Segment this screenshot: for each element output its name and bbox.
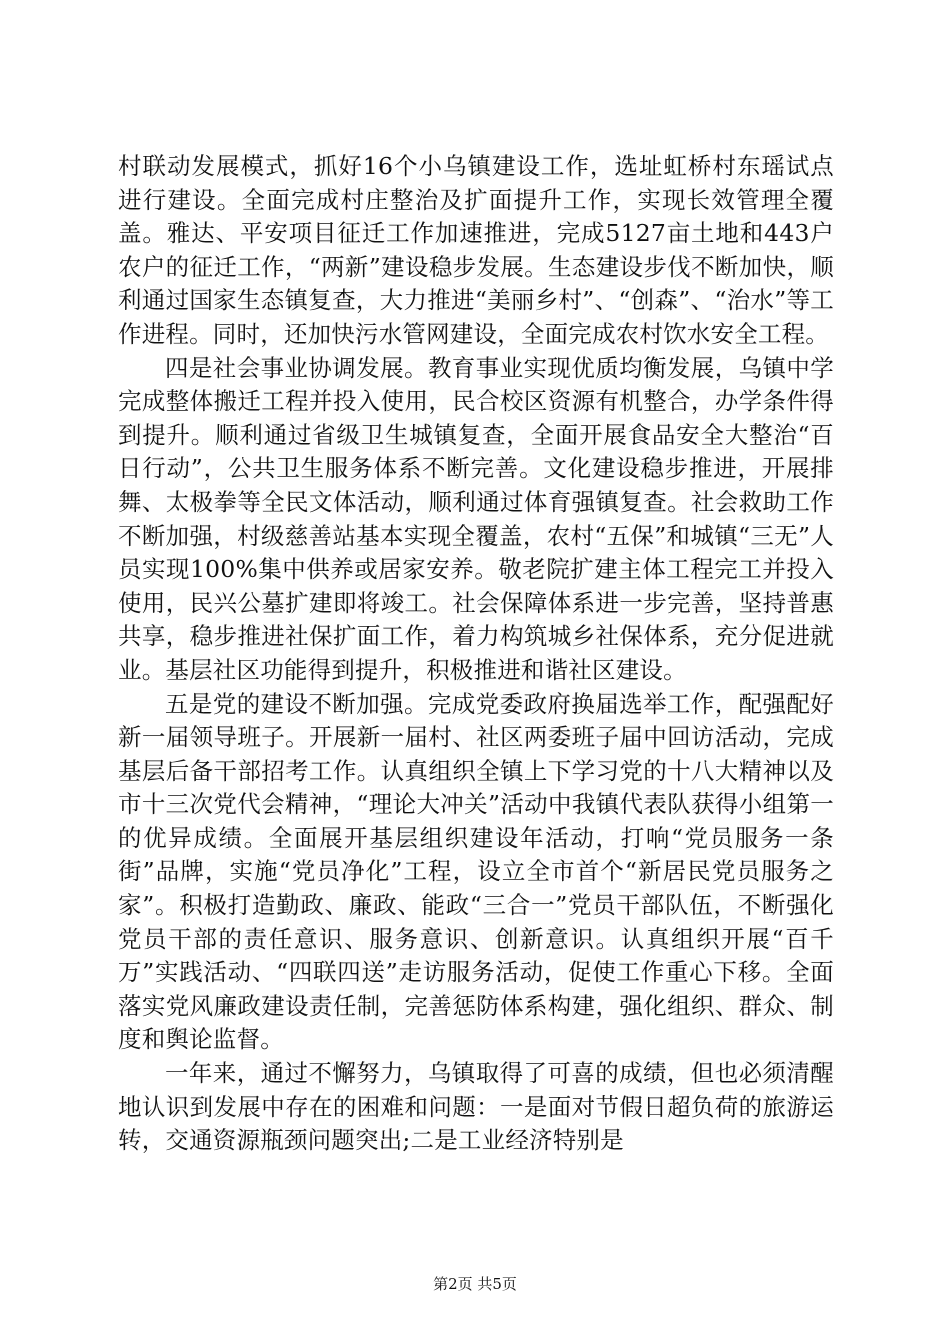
document-body <box>118 150 834 1158</box>
paragraph-social-affairs: 四是社会事业协调发展。教育事业实现优质均衡发展，乌镇中学完成整体搬迁工程并投入使用，民合校区资源有机整合，办学条件得到提升。顺利通过省级卫生城镇复查，全面开展食品安全大整治“百日行动”，公共卫生服务体系不断完善。文化建设稳步推进，开展排舞、太极拳等全民文体活动，顺利通过体育强镇复查。社会救助工作不断加强，村级慈善站基本实现全覆盖，农村“五保”和城镇“三无”人员实现100%集中供养或居家安养。敬老院扩建主体工程完工并投入使用，民兴公墓扩建即将竣工。社会保障体系进一步完善，坚持普惠共享，稳步推进社保扩面工作，着力构筑城乡社保体系，充分促进就业。基层社区功能得到提升，积极推进和谐社区建设。 <box>118 353 834 684</box>
paragraph-continued: 村联动发展模式，抓好16个小乌镇建设工作，选址虹桥村东瑶试点进行建设。全面完成村庄整治及扩面提升工作，实现长效管理全覆盖。雅达、平安项目征迁工作加速推进，完成5127亩土地和443户农户的征迁工作，“两新”建设稳步发展。生态建设步伐不断加快，顺利通过国家生态镇复查，大力推进“美丽乡村”、“创森”、“治水”等工作进程。同时，还加快污水管网建设，全面完成农村饮水安全工程。 <box>118 152 834 348</box>
paragraph-summary: 一年来，通过不懈努力，乌镇取得了可喜的成绩，但也必须清醒地认识到发展中存在的困难和问题：一是面对节假日超负荷的旅游运转，交通资源瓶颈问题突出;二是工业经济特别是 <box>118 1059 834 1155</box>
paragraph-party-building: 五是党的建设不断加强。完成党委政府换届选举工作，配强配好新一届领导班子。开展新一届村、社区两委班子届中回访活动，完成基层后备干部招考工作。认真组织全镇上下学习党的十八大精神以及市十三次党代会精神，“理论大冲关”活动中我镇代表队获得小组第一的优异成绩。全面展开基层组织建设年活动，打响“党员服务一条街”品牌，实施“党员净化”工程，设立全市首个“新居民党员服务之家”。积极打造勤政、廉政、能政“三合一”党员干部队伍，不断强化党员干部的责任意识、服务意识、创新意识。认真组织开展“百千万”实践活动、“四联四送”走访服务活动，促使工作重心下移。全面落实党风廉政建设责任制，完善惩防体系构建，强化组织、群众、制度和舆论监督。 <box>118 689 834 1054</box>
page-number-footer: 第2页 共5页 <box>433 1275 517 1293</box>
